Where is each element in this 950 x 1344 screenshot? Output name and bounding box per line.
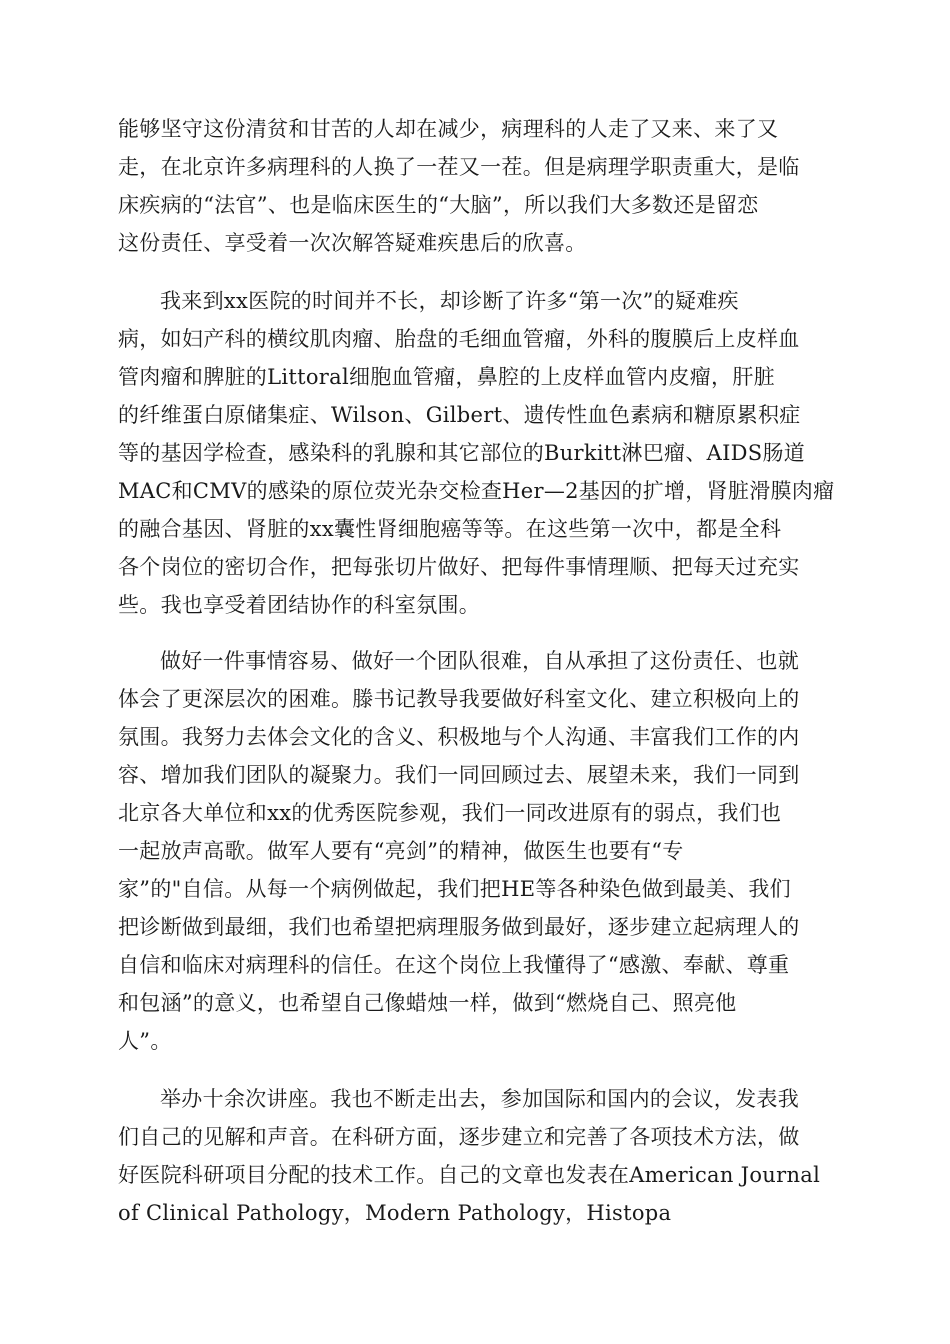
text-line: 自信和临床对病理科的信任。在这个岗位上我懂得了“感激、奉献、尊重: [118, 953, 790, 977]
text-line: 北京各大单位和xx的优秀医院参观，我们一同改进原有的弱点，我们也: [118, 801, 782, 825]
text-line: 床疾病的“法官”、也是临床医生的“大脑”，所以我们大多数还是留恋: [118, 193, 759, 217]
text-line: 一起放声高歌。做军人要有“亮剑”的精神，做医生也要有“专: [118, 839, 684, 863]
text-line: 体会了更深层次的困难。滕书记教导我要做好科室文化、建立积极向上的: [118, 687, 800, 711]
text-line: 能够坚守这份清贫和甘苦的人却在减少，病理科的人走了又来、来了又: [118, 117, 779, 141]
text-line: 氛围。我努力去体会文化的含义、积极地与个人沟通、丰富我们工作的内: [118, 725, 800, 749]
text-line: 们自己的见解和声音。在科研方面，逐步建立和完善了各项技术方法，做: [118, 1125, 800, 1149]
text-line: 的纤维蛋白原储集症、Wilson、Gilbert、遗传性血色素病和糖原累积症: [118, 403, 801, 427]
text-line: 我来到xx医院的时间并不长，却诊断了许多“第一次”的疑难疾: [160, 289, 739, 313]
text-line: 等的基因学检查，感染科的乳腺和其它部位的Burkitt淋巴瘤、AIDS肠道: [118, 441, 806, 465]
text-line: 家”的"自信。从每一个病例做起，我们把HE等各种染色做到最美、我们: [118, 877, 791, 901]
text-line: 举办十余次讲座。我也不断走出去，参加国际和国内的会议，发表我: [160, 1087, 799, 1111]
text-line: 人”。: [118, 1029, 172, 1053]
text-line: 容、增加我们团队的凝聚力。我们一同回顾过去、展望未来，我们一同到: [118, 763, 800, 787]
text-line: MAC和CMV的感染的原位荧光杂交检查Her—2基因的扩增，肾脏滑膜肉瘤: [118, 479, 835, 503]
text-line: 病，如妇产科的横纹肌肉瘤、胎盘的毛细血管瘤，外科的腹膜后上皮样血: [118, 327, 800, 351]
text-line: 把诊断做到最细，我们也希望把病理服务做到最好，逐步建立起病理人的: [118, 915, 800, 939]
text-line: 做好一件事情容易、做好一个团队很难，自从承担了这份责任、也就: [160, 649, 799, 673]
text-line: 好医院科研项目分配的技术工作。自己的文章也发表在American Journal: [118, 1163, 821, 1187]
text-line: 各个岗位的密切合作，把每张切片做好、把每件事情理顺、把每天过充实: [118, 555, 800, 579]
text-line: 些。我也享受着团结协作的科室氛围。: [118, 593, 481, 617]
text-line: 管肉瘤和脾脏的Littoral细胞血管瘤，鼻腔的上皮样血管内皮瘤，肝脏: [118, 365, 775, 389]
text-line: 和包涵”的意义，也希望自己像蜡烛一样，做到“燃烧自己、照亮他: [118, 991, 737, 1015]
text-line: 走，在北京许多病理科的人换了一茬又一茬。但是病理学职责重大，是临: [118, 155, 800, 179]
text-line: 这份责任、享受着一次次解答疑难疾患后的欣喜。: [118, 231, 587, 255]
text-line: of Clinical Pathology，Modern Pathology，Histopa: [118, 1201, 672, 1225]
text-line: 的融合基因、肾脏的xx囊性肾细胞癌等等。在这些第一次中，都是全科: [118, 517, 782, 541]
